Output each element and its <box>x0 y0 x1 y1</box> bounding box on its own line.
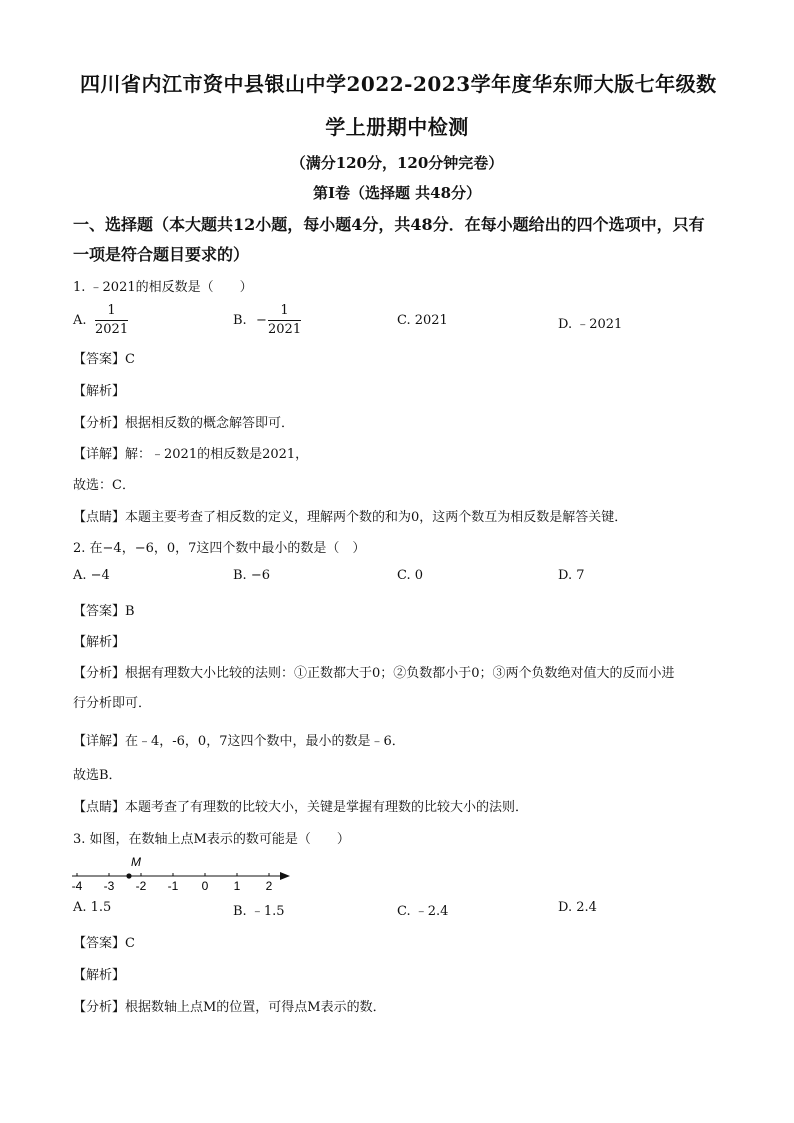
q2-option-a: A. −4 <box>73 568 110 583</box>
title-line-1: 四川省内江市资中县银山中学2022-2023学年度华东师大版七年级数 <box>80 72 717 96</box>
q3-option-c: C. ﹣2.4 <box>397 904 449 919</box>
q2-analysis-line-2: 行分析即可． <box>73 696 152 711</box>
q3-answer: 【答案】C <box>73 936 135 951</box>
q2-detail: 【详解】在﹣4，-6，0，7这四个数中，最小的数是﹣6． <box>73 734 405 749</box>
q2-answer: 【答案】B <box>73 604 135 619</box>
point-m-label: M <box>131 855 141 869</box>
number-line-tick-label: 0 <box>201 879 209 893</box>
q3-option-a: A. 1.5 <box>73 900 112 915</box>
q2-option-b: B. −6 <box>233 568 270 583</box>
q1-choice: 故选：C． <box>73 478 135 493</box>
q1-option-c: C. 2021 <box>397 313 448 328</box>
q1-option-d: D. ﹣2021 <box>558 317 623 332</box>
q1-jiexi: 【解析】 <box>73 384 126 399</box>
q3-analysis: 【分析】根据数轴上点M的位置，可得点M表示的数． <box>73 1000 386 1015</box>
q1-option-b-label: B. <box>233 313 247 328</box>
number-line-tick-label: 2 <box>265 879 273 893</box>
q2-option-c: C. 0 <box>397 568 424 583</box>
q1-option-b-denominator: 2021 <box>268 322 302 337</box>
q1-option-b-sign: − <box>256 313 267 328</box>
q3-number-line <box>68 852 298 894</box>
q1-analysis: 【分析】根据相反数的概念解答即可． <box>73 416 295 431</box>
number-line-arrow <box>280 872 290 880</box>
q3-option-d: D. 2.4 <box>558 900 597 915</box>
number-line-tick-label: -3 <box>103 879 115 893</box>
q3-option-b: B. ﹣1.5 <box>233 904 285 919</box>
number-line-tick-label: -1 <box>167 879 179 893</box>
q1-option-a-fraction <box>95 302 128 339</box>
q2-stem: 2. 在−4，−6，0，7这四个数中最小的数是（ ） <box>73 541 366 556</box>
q1-option-a-numerator: 1 <box>107 303 116 318</box>
volume-heading: 第I卷（选择题 共48分） <box>312 184 482 202</box>
q1-comment: 【点睛】本题主要考查了相反数的定义，理解两个数的和为0，这两个数互为相反数是解答关键． <box>73 510 628 525</box>
number-line-tick-label: -4 <box>71 879 83 893</box>
number-line-tick-label: -2 <box>135 879 147 893</box>
q3-jiexi: 【解析】 <box>73 968 126 983</box>
title-line-2: 学上册期中检测 <box>325 115 469 139</box>
q1-option-b-numerator: 1 <box>280 303 289 318</box>
point-m-dot <box>126 873 131 878</box>
q2-comment: 【点睛】本题考查了有理数的比较大小，关键是掌握有理数的比较大小的法则． <box>73 800 529 815</box>
q1-option-b-fraction <box>268 302 301 339</box>
q2-analysis-line-1: 【分析】根据有理数大小比较的法则：①正数都大于0；②负数都小于0；③两个负数绝对值大的反而小进 <box>73 666 675 681</box>
q1-answer: 【答案】C <box>73 352 135 367</box>
q2-option-d: D. 7 <box>558 568 585 583</box>
q1-option-a-label: A. <box>73 313 87 328</box>
q3-stem: 3. 如图，在数轴上点M表示的数可能是（ ） <box>73 832 350 847</box>
q1-detail: 【详解】解：﹣2021的相反数是2021， <box>73 447 309 462</box>
q2-jiexi: 【解析】 <box>73 635 126 650</box>
q1-option-a-denominator: 2021 <box>95 322 129 337</box>
q2-choice: 故选B． <box>73 768 122 783</box>
q1-stem: 1. ﹣2021的相反数是（ ） <box>73 280 253 295</box>
section-heading-line-2: 一项是符合题目要求的） <box>73 245 250 264</box>
number-line-tick-label: 1 <box>233 879 241 893</box>
section-heading-line-1: 一、选择题（本大题共12小题，每小题4分，共48分．在每小题给出的四个选项中，只有 <box>73 215 705 234</box>
exam-info: （满分120分，120分钟完卷） <box>290 154 504 172</box>
